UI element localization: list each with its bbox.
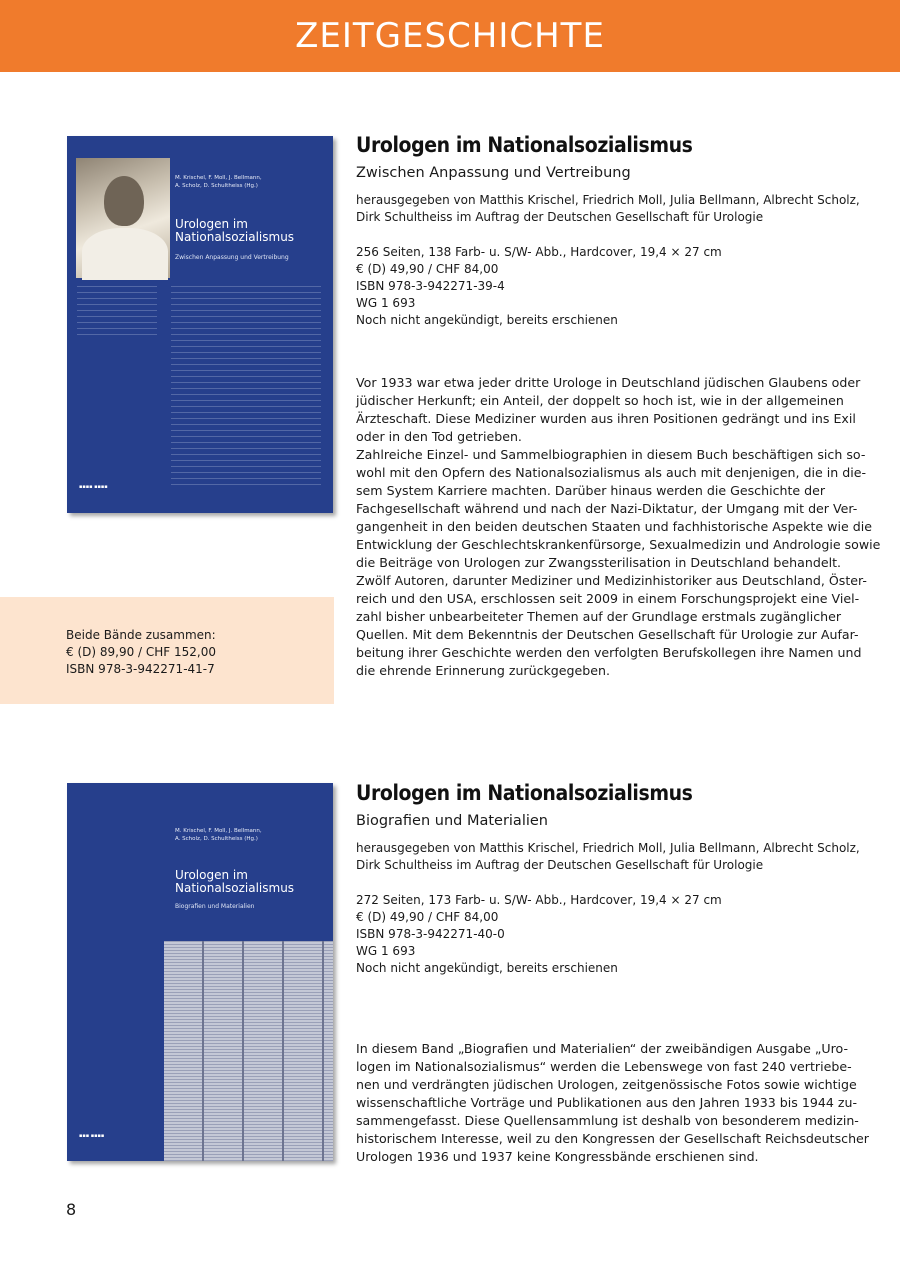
description-line: logen im Nationalsozialismus“ werden die Lebenswege von fast 240 vertriebe- bbox=[356, 1059, 852, 1074]
description-line: Vor 1933 war etwa jeder dritte Urologe in Deutschland jüdischen Glaubens oder bbox=[356, 375, 861, 390]
section-header bbox=[0, 0, 900, 72]
cover-authors: M. Krischel, F. Moll, J. Bellmann, A. Scholz, D. Schultheiss (Hg.) bbox=[175, 828, 262, 842]
book-spec-isbn: ISBN 978-3-942271-40-0 bbox=[356, 927, 505, 941]
cover-title: Urologen im Nationalsozialismus bbox=[175, 217, 295, 244]
description-line: sammengefasst. Diese Quellensammlung ist deshalb von besonderem medizin- bbox=[356, 1113, 859, 1128]
book-spec-price: € (D) 49,90 / CHF 84,00 bbox=[356, 910, 499, 924]
description-line: reich und den USA, erschlossen seit 2009 in einem Forschungsprojekt eine Viel- bbox=[356, 591, 860, 606]
book-spec-status: Noch nicht angekündigt, bereits erschienen bbox=[356, 961, 618, 975]
book-spec-pages: 272 Seiten, 173 Farb- u. S/W- Abb., Hardcover, 19,4 × 27 cm bbox=[356, 893, 722, 907]
book-spec-pages: 256 Seiten, 138 Farb- u. S/W- Abb., Hardcover, 19,4 × 27 cm bbox=[356, 245, 722, 259]
description-line: gangenheit in den beiden deutschen Staaten und fachhistorische Aspekte wie die bbox=[356, 519, 872, 534]
bundle-offer-box bbox=[0, 597, 334, 704]
book-spec-isbn: ISBN 978-3-942271-39-4 bbox=[356, 279, 505, 293]
cover-document-fragment bbox=[77, 286, 157, 336]
cover-publisher-logo: ▪▪▪ ▪▪▪▪ bbox=[79, 1133, 105, 1139]
book-description-2 bbox=[356, 1040, 869, 1166]
cover-authors: M. Krischel, F. Moll, J. Bellmann, A. Scholz, D. Schultheiss (Hg.) bbox=[175, 175, 262, 189]
book-editors-line: Dirk Schultheiss im Auftrag der Deutschen Gesellschaft für Urologie bbox=[356, 858, 764, 872]
description-line: historischem Interesse, weil zu den Kongressen der Gesellschaft Reichsdeutscher bbox=[356, 1131, 869, 1146]
cover-document-image bbox=[171, 286, 321, 486]
bundle-price: € (D) 89,90 / CHF 152,00 bbox=[66, 645, 216, 659]
book-cover-2 bbox=[67, 783, 333, 1161]
page-number: 8 bbox=[66, 1200, 77, 1219]
description-line: die Beiträge von Urologen zur Zwangssterilisation in Deutschland behandelt. bbox=[356, 555, 842, 570]
book-editors-line: herausgegeben von Matthis Krischel, Friedrich Moll, Julia Bellmann, Albrecht Scholz, bbox=[356, 841, 860, 855]
description-line: Urologen 1936 und 1937 keine Kongressbände erschienen sind. bbox=[356, 1149, 759, 1164]
cover-publisher-logo: ▪▪▪▪ ▪▪▪▪ bbox=[79, 484, 108, 490]
section-title: ZEITGESCHICHTE bbox=[295, 16, 605, 56]
book-spec-price: € (D) 49,90 / CHF 84,00 bbox=[356, 262, 499, 276]
portrait-head bbox=[104, 176, 144, 226]
portrait-shoulders bbox=[82, 228, 168, 280]
description-line: nen und verdrängten jüdischen Urologen, zeitgenössische Fotos sowie wichtige bbox=[356, 1077, 857, 1092]
cover-subtitle: Biografien und Materialien bbox=[175, 903, 255, 910]
book-editors-line: herausgegeben von Matthis Krischel, Friedrich Moll, Julia Bellmann, Albrecht Scholz, bbox=[356, 193, 860, 207]
description-line: wohl mit den Opfern des Nationalsozialismus als auch mit denjenigen, die in die- bbox=[356, 465, 866, 480]
book-spec-status: Noch nicht angekündigt, bereits erschienen bbox=[356, 313, 618, 327]
book-spec-wg: WG 1 693 bbox=[356, 944, 416, 958]
cover-newspaper-image bbox=[164, 941, 333, 1161]
cover-subtitle: Zwischen Anpassung und Vertreibung bbox=[175, 254, 289, 261]
book-title-1: Urologen im Nationalsozialismus bbox=[356, 133, 693, 157]
book-subtitle-2: Biografien und Materialien bbox=[356, 813, 548, 829]
description-line: beitung ihrer Geschichte werden den verfolgten Berufskollegen ihre Namen und bbox=[356, 645, 862, 660]
description-line: In diesem Band „Biografien und Materialien“ der zweibändigen Ausgabe „Uro- bbox=[356, 1041, 849, 1056]
cover-portrait-photo bbox=[76, 158, 170, 278]
description-line: sem System Karriere machten. Darüber hinaus werden die Geschichte der bbox=[356, 483, 826, 498]
book-editors-line: Dirk Schultheiss im Auftrag der Deutschen Gesellschaft für Urologie bbox=[356, 210, 764, 224]
description-line: zahl bisher unbearbeiteter Themen auf der Grundlage erstmals zugänglicher bbox=[356, 609, 842, 624]
description-line: jüdischer Herkunft; ein Anteil, der doppelt so hoch ist, wie in der allgemeinen bbox=[356, 393, 844, 408]
description-line: wissenschaftliche Vorträge und Publikationen aus den Jahren 1933 bis 1944 zu- bbox=[356, 1095, 858, 1110]
bundle-label: Beide Bände zusammen: bbox=[66, 628, 216, 642]
description-line: die ehrende Erinnerung zurückgegeben. bbox=[356, 663, 611, 678]
description-line: Entwicklung der Geschlechtskrankenfürsorge, Sexualmedizin und Andrologie sowie bbox=[356, 537, 881, 552]
bundle-isbn: ISBN 978-3-942271-41-7 bbox=[66, 662, 215, 676]
description-line: Quellen. Mit dem Bekenntnis der Deutschen Gesellschaft für Urologie zur Aufar- bbox=[356, 627, 859, 642]
description-line: oder in den Tod getrieben. bbox=[356, 429, 522, 444]
description-line: Ärzteschaft. Diese Mediziner wurden aus ihren Positionen gedrängt und ins Exil bbox=[356, 411, 856, 426]
book-title-2: Urologen im Nationalsozialismus bbox=[356, 781, 693, 805]
book-spec-wg: WG 1 693 bbox=[356, 296, 416, 310]
cover-title: Urologen im Nationalsozialismus bbox=[175, 868, 295, 895]
description-line: Zwölf Autoren, darunter Mediziner und Medizinhistoriker aus Deutschland, Öster- bbox=[356, 573, 867, 588]
book-subtitle-1: Zwischen Anpassung und Vertreibung bbox=[356, 165, 631, 181]
book-cover-1 bbox=[67, 136, 333, 513]
description-line: Zahlreiche Einzel- und Sammelbiographien in diesem Buch beschäftigen sich so- bbox=[356, 447, 866, 462]
book-description-1 bbox=[356, 374, 881, 680]
description-line: Fachgesellschaft während und nach der Nazi-Diktatur, der Umgang mit der Ver- bbox=[356, 501, 858, 516]
